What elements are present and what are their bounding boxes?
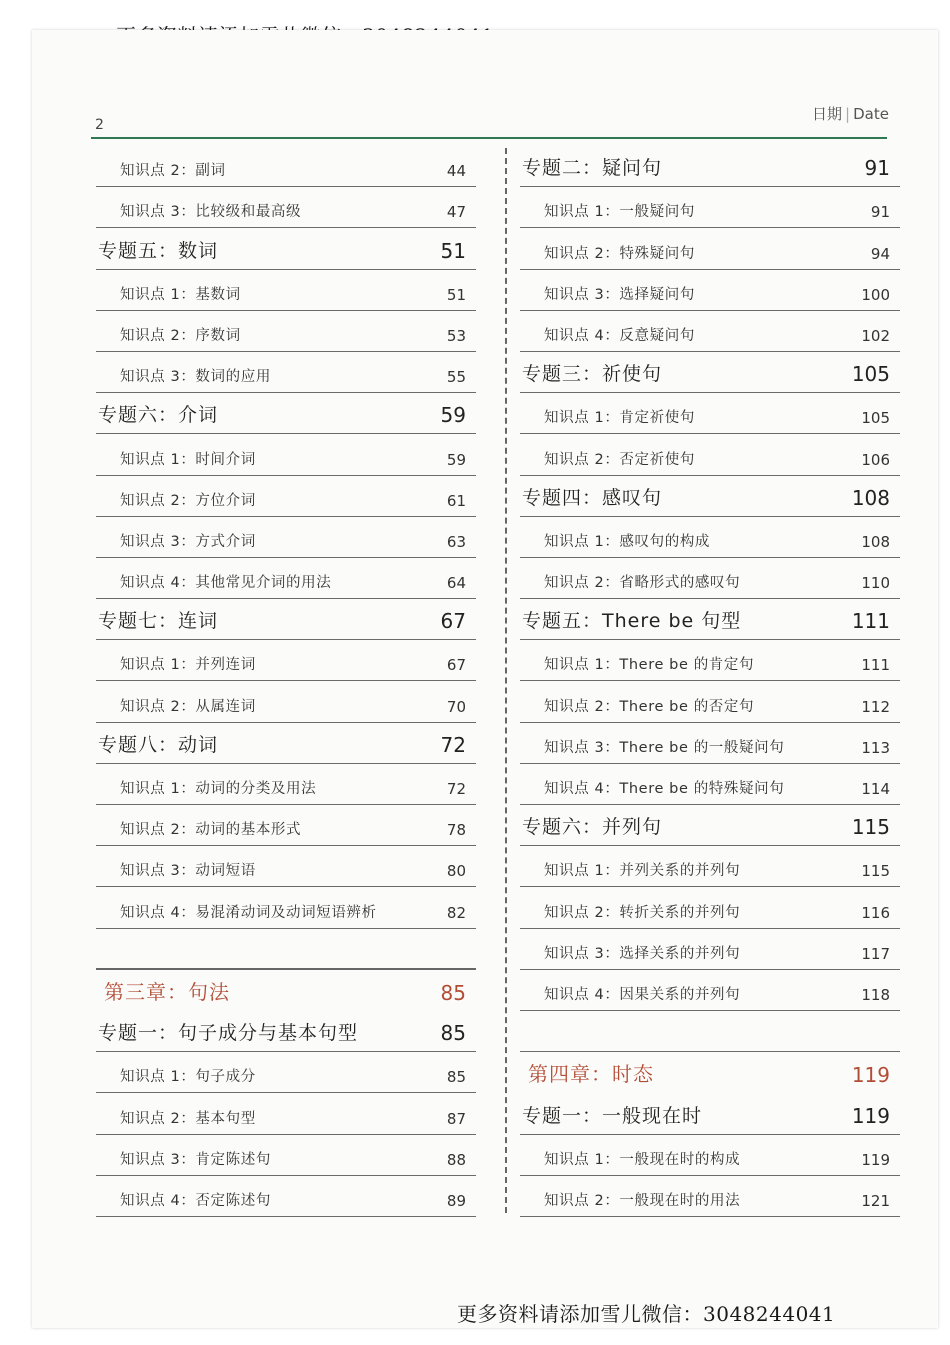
toc-chapter-entry: [96, 970, 476, 1011]
toc-entry-title: 知识点 4：因果关系的并列句: [544, 986, 741, 1003]
toc-entry-title: 知识点 2：副词: [120, 163, 226, 180]
toc-entry-page: 87: [446, 1109, 466, 1128]
toc-topic-entry: [520, 805, 900, 846]
toc-kp-entry: [520, 929, 900, 970]
toc-entry-title: 专题一：一般现在时: [522, 1104, 703, 1127]
toc-kp-entry: [520, 846, 900, 887]
toc-entry-page: 85: [446, 1068, 466, 1087]
toc-entry-page: 64: [446, 574, 466, 593]
toc-topic-entry: [96, 1011, 476, 1052]
toc-entry-page: 116: [861, 903, 890, 922]
toc-entry-title: 知识点 2：There be 的否定句: [544, 698, 755, 715]
toc-entry-title: 知识点 1：动词的分类及用法: [120, 781, 317, 797]
toc-entry-title: 第三章：句法: [104, 979, 230, 1004]
toc-entry-title: 知识点 3：比较级和最高级: [120, 204, 302, 221]
toc-entry-title: 专题一：句子成分与基本句型: [98, 1022, 359, 1045]
toc-entry-title: 专题六：介词: [98, 404, 219, 427]
toc-entry-title: 知识点 1：There be 的肯定句: [544, 657, 755, 674]
toc-kp-entry: [520, 187, 900, 228]
toc-entry-title: 知识点 1：一般现在时的构成: [544, 1151, 741, 1168]
toc-kp-entry: [96, 558, 476, 599]
toc-entry-title: 知识点 4：其他常见介词的用法: [120, 575, 332, 592]
toc-entry-title: 知识点 3：选择疑问句: [544, 286, 695, 303]
toc-entry-page: 115: [861, 862, 890, 881]
toc-entry-page: 94: [870, 244, 890, 263]
toc-entry-title: 知识点 2：方位介词: [120, 492, 256, 509]
toc-entry-page: 115: [851, 815, 890, 840]
toc-entry-page: 119: [851, 1103, 890, 1128]
toc-entry-title: 知识点 4：否定陈述句: [120, 1192, 271, 1209]
toc-entry-title: 知识点 2：转折关系的并列句: [544, 904, 741, 921]
toc-kp-entry: [96, 187, 476, 228]
toc-kp-entry: [520, 517, 900, 558]
toc-kp-entry: [520, 640, 900, 681]
toc-kp-entry: [520, 434, 900, 475]
toc-entry-title: 知识点 1：时间介词: [120, 451, 256, 468]
toc-entry-title: 专题二：疑问句: [522, 157, 663, 180]
toc-entry-title: 知识点 2：一般现在时的用法: [544, 1192, 741, 1209]
toc-entry-page: 118: [861, 985, 890, 1004]
toc-entry-title: 知识点 3：肯定陈述句: [120, 1151, 271, 1168]
toc-kp-entry: [96, 146, 476, 187]
toc-kp-entry: [96, 1093, 476, 1134]
date-label: [812, 103, 889, 124]
toc-entry-title: 知识点 2：省略形式的感叹句: [544, 575, 741, 592]
toc-entry-page: 106: [861, 450, 890, 469]
toc-entry-page: 55: [446, 368, 466, 387]
toc-entry-title: 专题五：There be 句型: [522, 610, 742, 633]
toc-entry-page: 59: [440, 403, 466, 428]
watermark-bottom: 更多资料请添加雪儿微信：3048244041: [457, 1302, 836, 1326]
toc-kp-entry: [96, 311, 476, 352]
toc-entry-title: 知识点 3：数词的应用: [120, 369, 271, 386]
toc-entry-title: 知识点 4：There be 的特殊疑问句: [544, 781, 785, 797]
page-number: 2: [95, 117, 104, 133]
toc-entry-title: 知识点 4：易混淆动词及动词短语辨析: [120, 904, 377, 921]
toc-kp-entry: [520, 1176, 900, 1217]
toc-entry-page: 102: [861, 326, 890, 345]
toc-kp-entry: [520, 1135, 900, 1176]
toc-kp-entry: [96, 681, 476, 722]
toc-topic-entry: [520, 1093, 900, 1134]
toc-entry-page: 67: [440, 609, 466, 634]
toc-entry-page: 72: [446, 780, 466, 798]
toc-kp-entry: [96, 517, 476, 558]
toc-entry-page: 91: [864, 156, 890, 181]
toc-entry-page: 47: [446, 203, 466, 222]
toc-kp-entry: [520, 270, 900, 311]
toc-kp-entry: [520, 393, 900, 434]
toc-entry-title: 知识点 1：一般疑问句: [544, 204, 695, 221]
toc-kp-entry: [520, 723, 900, 764]
toc-kp-entry: [520, 681, 900, 722]
toc-entry-page: 51: [440, 238, 466, 263]
toc-entry-page: 53: [446, 326, 466, 345]
toc-entry-page: 61: [446, 491, 466, 510]
toc-kp-entry: [520, 228, 900, 269]
toc-topic-entry: [520, 352, 900, 393]
toc-kp-entry: [520, 558, 900, 599]
date-label-en: Date: [853, 105, 889, 123]
toc-entry-page: 82: [446, 903, 466, 922]
toc-entry-page: 119: [861, 1150, 890, 1169]
toc-entry-title: 专题三：祈使句: [522, 363, 663, 386]
toc-kp-entry: [520, 311, 900, 352]
toc-kp-entry: [96, 1176, 476, 1217]
toc-entry-page: 111: [851, 609, 890, 634]
toc-entry-page: 108: [851, 485, 890, 510]
toc-entry-page: 85: [440, 1021, 466, 1046]
toc-entry-page: 117: [861, 944, 890, 963]
toc-entry-page: 88: [446, 1150, 466, 1169]
toc-topic-entry: [520, 476, 900, 517]
toc-topic-entry: [96, 228, 476, 269]
toc-entry-title: 专题七：连词: [98, 610, 219, 633]
toc-kp-entry: [96, 1135, 476, 1176]
date-label-zh: 日期: [812, 105, 843, 123]
toc-entry-page: 80: [446, 862, 466, 881]
toc-entry-title: 知识点 1：并列连词: [120, 657, 256, 674]
toc-chapter-entry: [520, 1052, 900, 1093]
toc-entry-page: 105: [861, 409, 890, 428]
toc-entry-page: 51: [446, 285, 466, 304]
toc-entry-page: 78: [446, 821, 466, 840]
toc-kp-entry: [96, 640, 476, 681]
toc-entry-page: 113: [861, 738, 890, 757]
toc-kp-entry: [96, 352, 476, 393]
toc-kp-entry: [96, 270, 476, 311]
toc-entry-title: 知识点 2：动词的基本形式: [120, 822, 302, 839]
toc-entry-page: 108: [861, 532, 890, 551]
toc-topic-entry: [520, 146, 900, 187]
toc-entry-page: 63: [446, 532, 466, 551]
toc-entry-title: 知识点 3：方式介词: [120, 533, 256, 550]
toc-entry-title: 知识点 3：动词短语: [120, 863, 256, 880]
toc-blank-entry: [96, 929, 476, 970]
toc-entry-title: 知识点 1：句子成分: [120, 1069, 256, 1086]
toc-entry-page: 59: [446, 450, 466, 469]
toc-topic-entry: [520, 599, 900, 640]
toc-kp-entry: [96, 476, 476, 517]
toc-kp-entry: [96, 805, 476, 846]
toc-entry-title: 知识点 1：基数词: [120, 286, 241, 303]
toc-kp-entry: [520, 887, 900, 928]
toc-entry-page: 112: [861, 697, 890, 716]
toc-entry-page: 119: [851, 1063, 890, 1088]
toc-entry-page: 72: [440, 732, 466, 757]
toc-entry-page: 85: [440, 980, 466, 1005]
toc-entry-title: 知识点 2：基本句型: [120, 1110, 256, 1127]
toc-topic-entry: [96, 393, 476, 434]
toc-entry-page: 91: [870, 203, 890, 222]
toc-kp-entry: [520, 764, 900, 805]
toc-entry-title: 知识点 3：选择关系的并列句: [544, 945, 741, 962]
toc-entry-title: 专题五：数词: [98, 239, 219, 262]
header-rule: [91, 137, 887, 139]
toc-entry-page: 114: [861, 780, 890, 798]
toc-entry-title: 专题六：并列句: [522, 816, 663, 839]
toc-entry-title: 知识点 2：特殊疑问句: [544, 245, 695, 262]
toc-right-column: [520, 146, 900, 1217]
toc-entry-title: 知识点 1：肯定祈使句: [544, 410, 695, 427]
date-separator: |: [845, 105, 851, 123]
toc-kp-entry: [96, 887, 476, 928]
toc-entry-page: 121: [861, 1191, 890, 1210]
toc-entry-title: 专题四：感叹句: [522, 486, 663, 509]
toc-kp-entry: [96, 434, 476, 475]
toc-kp-entry: [520, 970, 900, 1011]
toc-entry-title: 第四章：时态: [528, 1062, 654, 1087]
column-divider: [505, 148, 507, 1213]
toc-entry-title: 知识点 3：There be 的一般疑问句: [544, 739, 785, 756]
toc-entry-title: 知识点 1：并列关系的并列句: [544, 863, 741, 880]
toc-entry-title: 知识点 1：感叹句的构成: [544, 533, 711, 550]
toc-entry-page: 44: [446, 162, 466, 181]
toc-entry-title: 知识点 2：从属连词: [120, 698, 256, 715]
toc-kp-entry: [96, 846, 476, 887]
toc-left-column: [96, 146, 476, 1217]
toc-entry-page: 89: [446, 1191, 466, 1210]
toc-entry-title: 知识点 4：反意疑问句: [544, 327, 695, 344]
toc-kp-entry: [96, 764, 476, 805]
toc-entry-title: 专题八：动词: [98, 733, 219, 756]
toc-entry-page: 111: [861, 656, 890, 675]
toc-entry-page: 70: [446, 697, 466, 716]
toc-blank-entry: [520, 1011, 900, 1052]
toc-topic-entry: [96, 599, 476, 640]
toc-kp-entry: [96, 1052, 476, 1093]
toc-topic-entry: [96, 723, 476, 764]
toc-entry-title: 知识点 2：序数词: [120, 327, 241, 344]
toc-entry-page: 105: [851, 362, 890, 387]
toc-entry-title: 知识点 2：否定祈使句: [544, 451, 695, 468]
toc-entry-page: 67: [446, 656, 466, 675]
toc-entry-page: 110: [861, 574, 890, 593]
toc-entry-page: 100: [861, 285, 890, 304]
